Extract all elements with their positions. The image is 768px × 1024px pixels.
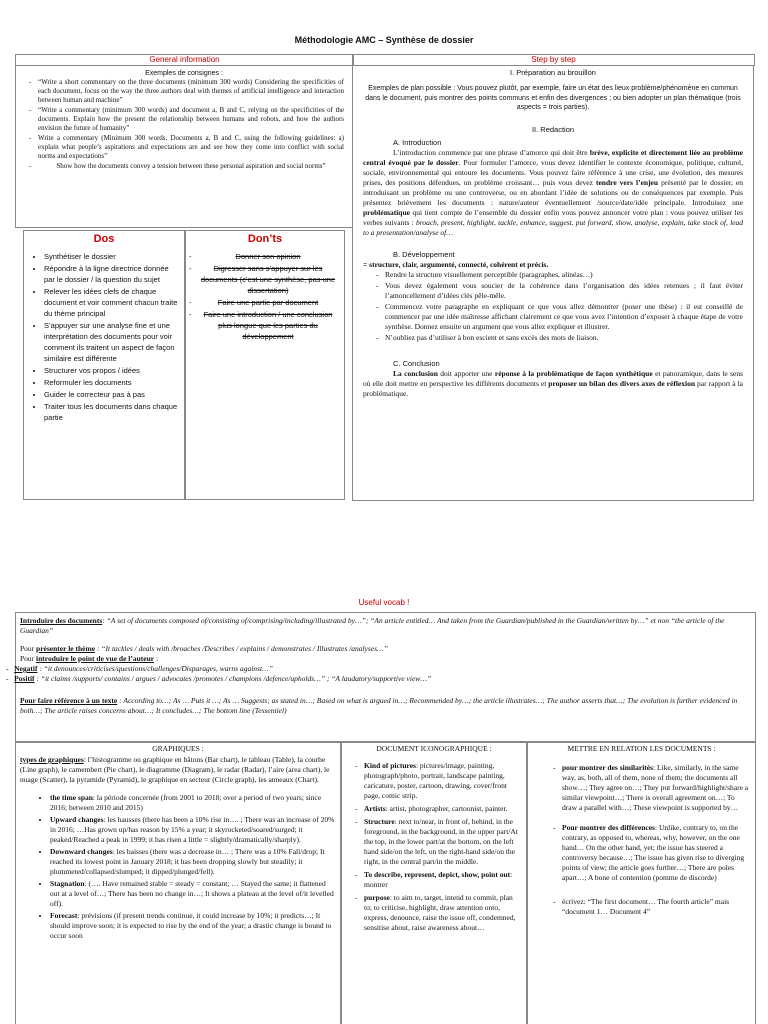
vocab-pov-label: introduire le point de vue de l’auteur	[36, 654, 155, 663]
icono-item-text: : montrer	[364, 870, 513, 889]
consignes-heading: Exemples de consignes :	[145, 70, 223, 77]
dos-item: • Structurer vos propos / idées	[44, 365, 178, 376]
graph-item-label: Downward changes	[50, 847, 113, 856]
dos-item: • Relever les idées clefs de chaque document et voir comment chacun traite du thème principal	[44, 286, 178, 319]
icono-list	[348, 761, 520, 933]
graph-item-text: : la période concernée (from 2001 to 2018; over a period of two years; since 2016; between 2010 and 2015)	[50, 793, 322, 812]
relate-item: - écrivez: “The first document… The fourth article” mais “document 1… Document 4”	[562, 897, 749, 917]
step-1-title: I. Préparation au brouillon	[510, 68, 596, 77]
graph-item-label: the time span	[50, 793, 93, 802]
donts-list	[192, 251, 338, 342]
graph-item-text: : les baisses (there was a decrease in… ; There was a 10% Fall/drop; It reached its lowest point in January 2018; it has been dropping slowly but steadily; it plummeted/collapsed/slumped; it dipped/plunged/fell).	[50, 847, 325, 876]
dos-panel	[23, 230, 185, 500]
vocab-theme-label: présenter le thème	[36, 644, 96, 653]
intro-text	[363, 148, 743, 238]
graph-types	[20, 755, 336, 785]
vocab-positive-text: : “it claims /supports/ contains / argues / advocates /promotes / champions /defence/upholds…” ; “A laudatory/supportive view…”	[36, 674, 432, 683]
development-item: - N’oubliez pas d’utiliser à bon escient et sans excès des mots de liaison.	[385, 333, 743, 343]
vocab-positive: - Positif : “it claims /supports/ contains / argues / advocates /promotes / champions /defence/upholds…” ; “A laudatory/supportive view…”	[6, 674, 432, 683]
icono-item-label: purpose	[364, 893, 390, 902]
consignes-panel	[15, 65, 353, 228]
intro-verbs: broach, present, highlight, tackle, enhance, suggest, put forward, show, analyse, explain, take stock of, lead to a presentation/analyse of…	[363, 217, 743, 237]
intro-bold-2: tendre vers l’enjeu	[595, 177, 659, 187]
icono-item	[364, 804, 520, 814]
intro-bold-1: brève, explicite et directement liée au problème central évoqué par le dossier	[363, 147, 743, 167]
graph-item-text: : les hausses (there has been a 10% rise in…. ; There was an increase of 20% in 2016; …Has grown up/has reason by 15% a year; it skyrocketed/soared/surged; it peaked/Reached a peak in 1999; it has risen a little = slightly/dramatically/sharply).	[50, 815, 335, 844]
iconographique-heading: DOCUMENT ICONOGRAPHIQUE :	[376, 744, 492, 753]
icono-item	[364, 761, 520, 801]
relate-item-label: Pour montrer des différences	[562, 823, 655, 832]
icono-item-label: Kind of pictures	[364, 761, 416, 770]
development-lead: = structure, clair, argumenté, connecté, cohérent et précis.	[363, 259, 549, 269]
consigne-item: - Show how the documents convey a tension between these personal aspiration and social norms”	[38, 162, 344, 171]
vocab-theme-text: : “It tackles / deals with /broaches /Describes / explains / demonstrates / Illustrates /analyses…”	[96, 644, 388, 653]
dos-item: • Synthétiser le dossier	[44, 251, 178, 262]
vocab-positive-label: Positif	[14, 674, 35, 683]
vocab-negative: - Negatif : “it denounces/criticises/questions/challenges/Disparages, warns against…”	[6, 664, 273, 673]
steps-panel	[352, 65, 754, 501]
donts-panel	[185, 230, 345, 500]
vocab-intro-label: Introduire des documents	[20, 616, 103, 625]
relate-panel	[527, 742, 756, 1024]
graphiques-heading: GRAPHIQUES :	[152, 744, 204, 753]
vocab-panel	[6, 612, 756, 742]
vocab-reference-text: : According to…; As … Puts it …; As … Suggests; as stated in…; Based on what is argued in…; Recommended by…; the article illustrates…; The author asserts that…; The evolution is further evidenced in both…; The article raises concerns about…; It concludes…; The bottom line (Tessentiel)	[20, 696, 738, 715]
vocab-heading: Useful vocab !	[358, 598, 410, 607]
graph-item-label: Stagnation	[50, 879, 85, 888]
development-item: - Rendre la structure visuellement perceptible (paragraphes, alinéas…)	[385, 270, 743, 280]
donts-item: - Donner son opinion	[198, 251, 338, 262]
vocab-reference	[20, 696, 751, 716]
intro-text-4: qui tient compte de l’ensemble du dossier enfin vous pouvez annoncer votre plan : vous pouvez utiliser les verbes suivants :	[363, 207, 743, 227]
development-list	[363, 270, 743, 343]
icono-item	[364, 870, 520, 890]
vocab-intro	[20, 616, 751, 636]
consigne-item: - “Write a short commentary on the three documents (minimum 300 words) Considering the specificities of each document, focus on the way the three authors deal with themes of artificial intelligence and interaction between human and machine”	[38, 78, 344, 105]
graph-item	[50, 815, 336, 845]
dos-item: • Traiter tous les documents dans chaque partie	[44, 401, 178, 423]
graph-item-text: : (…. Have remained stable = steady = constant; … Stayed the same; it flattened out at a level of…; There has been no change in…; It shows a plateau at the level of/it levelled off).	[50, 879, 334, 908]
dos-item: • S’appuyer sur une analyse fine et une interprétation des documents pour voir comment ils traitent un aspect de façon similaire est différente	[44, 320, 178, 364]
vocab-reference-label: Pour faire référence à un texte	[20, 696, 118, 705]
intro-bold-3: problématique	[363, 207, 410, 217]
consignes-list	[24, 78, 344, 171]
relate-item	[562, 763, 749, 813]
graph-item-text: : prévisions (if present trends continue, it could increase by 10%; it predicts…; It should improve soon; it is expected to rise by the end of the year; a drastic change is bound to occur soon	[50, 911, 332, 940]
donts-heading: Don’ts	[247, 233, 283, 245]
graph-list	[20, 793, 336, 941]
relate-item-text: : Like, similarly, in the same way, as, both, all of them, none of them; the documents all show…; They agree on…; They put forward/highlight/share a similar viewpoint…; There is overall agreement on…; To draw a parallel with…; These viewpoint is supported by…	[562, 763, 749, 812]
consigne-item: - Write a commentary (Minimum 300 words, Documents a, B and C, using the following guidelines: a) explain what people’s aspirations and expectations are and see how they come into conflict with social norms and expectations”	[38, 134, 344, 161]
icono-item-text: : pictures/image, painting, photograph/photo, portrait, landscape painting, caricature, poster, cartoon, drawing, cover/front page, comic strip.	[364, 761, 507, 800]
vocab-negative-label: Negatif	[14, 664, 38, 673]
iconographique-panel	[341, 742, 527, 1024]
relate-item-label: pour montrer des similarités	[562, 763, 654, 772]
graph-types-label: types de graphiques	[20, 755, 84, 764]
graph-item	[50, 879, 336, 909]
conclusion-text	[363, 369, 743, 399]
conclusion-text-3: par rapport à la problématique.	[363, 378, 744, 398]
icono-item-label: Artists	[364, 804, 386, 813]
relate-heading: METTRE EN RELATION LES DOCUMENTS :	[567, 744, 716, 753]
donts-item: - Faire une partie par document	[198, 297, 338, 308]
icono-item	[364, 893, 520, 933]
dos-item: • Guider le correcteur pas à pas	[44, 389, 178, 400]
graph-types-text: : l’histogramme ou graphique en bâtons (Bar chart), le tableau (Table), la courbe (Line graph), le camembert (Pie chart), le diagramme (Diagram), le radar (Radar), l’aire (area chart), le nuage (Scatter), la pyramide (Pyramid), le graphique en secteur (Circle graph), les anneaux (Chart).	[20, 755, 330, 784]
graph-item	[50, 847, 336, 877]
donts-item: - Faire une introduction / une conclusion plus longue que les parties du développement	[198, 309, 338, 342]
dos-item: • Répondre à la ligne directrice donnée par le dossier / la question du sujet	[44, 263, 178, 285]
development-item: - Vous devez également vous soucier de la cohérence dans l’organisation des idées retenues ; il faut éviter l’amoncellement d’idées clés pêle-mêle.	[385, 281, 743, 301]
icono-item-text: : next to/near, in front of, behind, in the foreground, in the background, in the upper part/At the top, in the lower part/at the bottom, on the left hand side/on the left, on the right-hand side/on the right, in the central part/in the middle.	[364, 817, 518, 866]
graph-item-label: Upward changes	[50, 815, 104, 824]
development-title: B. Développement	[393, 249, 455, 259]
dos-list	[30, 251, 178, 423]
vocab-negative-text: : “it denounces/criticises/questions/challenges/Disparages, warns against…”	[39, 664, 273, 673]
intro-title: A. Introduction	[393, 137, 442, 147]
step-by-step-header: Step by step	[352, 54, 755, 66]
consigne-item: - “Write a commentary (minimum 300 words) and document a, B and C, relying on the specificities of the documents. Explain how the present the relationship between humans and robots, and how the authors envision the future of humanity”	[38, 106, 344, 133]
step-1-text: Exemples de plan possible : Vous pouvez plutôt, par exemple, faire un état des lieux problème/phénomène en commun dans le document, puis montrer des points communs et enfin des divergences ; ou bien adopter un plan thématique (trois aspects = trois parties).	[365, 85, 741, 111]
general-information-header: General information	[15, 54, 354, 66]
dos-item: • Reformuler les documents	[44, 377, 178, 388]
vocab-pov-pre: Pour	[20, 654, 37, 663]
graphiques-panel	[15, 742, 341, 1024]
conclusion-text-2: et panoramique, dans le sens où elle doit mettre en perspective les différents documents et	[363, 368, 744, 388]
vocab-theme-pre: Pour	[20, 644, 37, 653]
vocab-theme	[20, 644, 751, 654]
graph-item-label: Forecast	[50, 911, 78, 920]
relate-item-text: : Unlike, contrary to, on the contrary, as opposed to, whereas, why, however, on the one hand… On the other hand, yet; the issue has steered a controversy because…; The issue has given rise to diverging points of view; the article goes further…; There are poles apart…; A bone of contention (pomme de discorde)	[562, 823, 745, 882]
intro-text-2: . Pour formuler l’amorce, vous devez identifier le contexte économique, politique, culturel, sociale, environnemental qui entoure les documents. Vous pouvez faire référence à une crise, une évolution, des mesures prises, des positions défendues, un problème croissant… puis vous devez	[363, 157, 743, 187]
conclusion-bold-3: proposer un bilan des divers axes de réflexion	[548, 378, 695, 388]
icono-item-label: To describe, represent, depict, show, point out	[364, 870, 511, 879]
document-title: Méthodologie AMC – Synthèse de dossier	[294, 35, 474, 45]
conclusion-bold-2: réponse à la problématique de façon synthétique	[494, 368, 653, 378]
graph-item	[50, 793, 336, 813]
graph-item	[50, 911, 336, 941]
dos-heading: Dos	[93, 233, 115, 245]
vocab-intro-text: : “A set of documents composed of/consisting of/comprising/including/illustrated by…”; “An article entitled… And taken from the Guardian/published in the Guardian/written by…” et non “the article of the Guardian”	[20, 616, 725, 635]
intro-text-1: L’introduction commence par une phrase d’amorce qui doit être	[393, 147, 588, 157]
step-2-title: II. Redaction	[531, 124, 575, 134]
icono-item-text: : artist, photographer, cartoonist, painter.	[385, 804, 508, 813]
development-item: - Commencez votre paragraphe en expliquant ce que vous allez démontrer (poser une thèse) : il est conseillé de commencer par une idée maîtresse affichant clairement ce que vous avez l’intention d’exposer à chaque étape de votre synthèse. Donnez ensuite un argument que vous allez expliquer et illustrer.	[385, 302, 743, 332]
icono-item	[364, 817, 520, 867]
relate-item	[562, 823, 749, 883]
donts-item: - Digresser sans s’appuyer sur les documents (c’est une synthèse, pas une dissertation)	[198, 263, 338, 296]
conclusion-bold-1: La conclusion	[393, 368, 438, 378]
vocab-pov	[20, 654, 751, 664]
icono-item-label: Structure	[364, 817, 395, 826]
intro-text-3: présenté par le dossier, en introduisant un problème ou une controverse, ou en abordant l’idée de solutions ou de conséquences par exemple. Puis présentez brièvement les documents : nature/auteur éventuellement /source/date/idée principale. Introduisez une	[363, 177, 743, 207]
relate-list	[534, 763, 749, 917]
vocab-pov-colon: :	[154, 654, 159, 663]
conclusion-title: C. Conclusion	[393, 358, 440, 368]
conclusion-text-1: doit apporter une	[440, 368, 493, 378]
icono-item-text: : to aim to, target, intend to commit, plan to; to criticise, highlight, draw attention onto, express, denounce, raise the issue off, condemned, sensitise about, raise awareness about…	[364, 893, 516, 932]
